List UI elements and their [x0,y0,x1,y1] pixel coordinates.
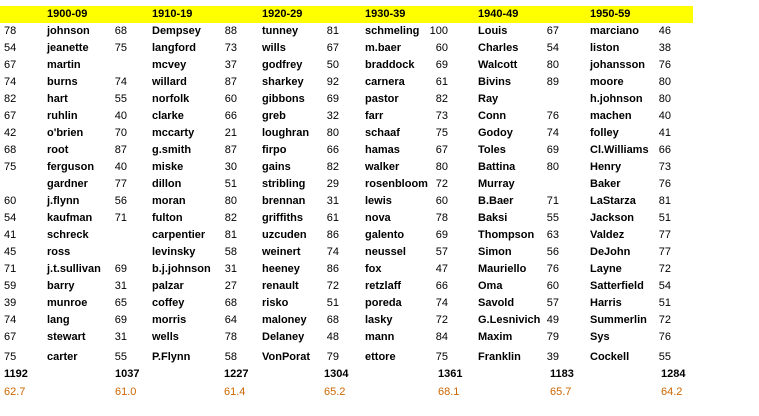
table-row [0,312,693,329]
fighter-name: nova [365,212,391,224]
fighter-score: 40 [658,110,671,122]
fighter-score: 27 [224,280,237,292]
fighter-name: Dempsey [152,25,201,37]
fighter-name: poreda [365,297,402,309]
fighter-score: 86 [326,229,339,241]
first-column-value: 78 [4,25,17,37]
fighter-name: Toles [478,144,506,156]
fighter-score: 92 [326,76,339,88]
fighter-score: 29 [326,178,339,190]
fighter-score: 66 [224,110,237,122]
fighter-name: Louis [478,25,508,37]
fighter-name: carpentier [152,229,206,241]
fighter-score: 80 [546,59,559,71]
fighter-score: 72 [326,280,339,292]
fighter-name: stribling [262,178,306,190]
fighter-name: munroe [47,297,88,309]
fighter-name: wells [152,331,179,343]
fighter-name: kaufman [47,212,93,224]
fighter-score: 73 [224,42,237,54]
fighter-name: Mauriello [478,263,527,275]
table-row [0,210,693,227]
fighter-name: Ray [478,93,499,105]
table-row [0,244,693,261]
fighter-name: ruhlin [47,110,78,122]
table-row [0,193,693,210]
fighter-name: walker [365,161,400,173]
fighter-name: Cl.Williams [590,144,649,156]
table-row [0,40,693,57]
fighter-score: 74 [326,246,339,258]
average-cell: 65.7 [550,386,572,398]
fighter-name: mann [365,331,395,343]
fighter-score: 69 [326,93,339,105]
fighter-score: 58 [224,351,237,363]
fighter-score: 70 [114,127,127,139]
fighter-score: 82 [326,161,339,173]
fighter-score: 38 [658,42,671,54]
fighter-name: machen [590,110,632,122]
fighter-name: b.j.johnson [152,263,211,275]
fighter-score: 51 [326,297,339,309]
fighter-name: miske [152,161,184,173]
fighter-score: 81 [326,25,339,37]
fighter-score: 81 [224,229,237,241]
fighter-score: 55 [658,351,671,363]
fighter-score: 69 [114,314,127,326]
fighter-score: 37 [224,59,237,71]
fighter-name: greb [262,110,286,122]
fighter-score: 71 [546,195,559,207]
fighter-score: 68 [326,314,339,326]
fighter-name: fox [365,263,382,275]
first-column-value: 59 [4,280,17,292]
fighter-score: 69 [435,59,448,71]
fighter-score: 64 [224,314,237,326]
fighter-score: 86 [326,263,339,275]
average-cell: 65.2 [324,386,346,398]
fighter-name: tunney [262,25,299,37]
fighter-score: 30 [224,161,237,173]
fighter-score: 31 [114,331,127,343]
fighter-score: 76 [546,110,559,122]
fighter-score: 69 [435,229,448,241]
fighter-score: 76 [546,263,559,275]
fighter-name: root [47,144,69,156]
fighter-score: 32 [326,110,339,122]
table-row [0,261,693,278]
fighter-name: risko [262,297,289,309]
first-column-value: 45 [4,246,17,258]
first-column-value: 39 [4,297,17,309]
fighter-score: 54 [658,280,671,292]
average-cell: 64.2 [661,386,683,398]
first-column-value: 82 [4,93,17,105]
fighter-score: 82 [435,93,448,105]
fighter-name: moore [590,76,624,88]
fighter-name: norfolk [152,93,190,105]
fighter-score: 68 [114,25,127,37]
fighter-score: 57 [435,246,448,258]
fighter-score: 40 [114,110,127,122]
fighter-score: 75 [114,42,127,54]
fighter-score: 66 [658,144,671,156]
fighter-name: heeney [262,263,300,275]
fighter-score: 60 [435,195,448,207]
table-row [0,57,693,74]
fighter-name: liston [590,42,620,54]
fighter-name: pastor [365,93,399,105]
first-column-value: 74 [4,314,17,326]
first-column-value: 67 [4,59,17,71]
fighter-name: schreck [47,229,89,241]
fighter-name: galento [365,229,405,241]
fighter-name: uzcuden [262,229,307,241]
fighter-name: stewart [47,331,86,343]
fighter-name: fulton [152,212,183,224]
fighter-name: schaaf [365,127,400,139]
fighter-score: 48 [326,331,339,343]
first-column-value: 75 [4,351,17,363]
fighter-score: 88 [224,25,237,37]
fighter-name: sharkey [262,76,304,88]
first-column-value: 75 [4,161,17,173]
fighter-name: DeJohn [590,246,631,258]
fighter-score: 66 [435,280,448,292]
table-row [0,278,693,295]
fighter-name: neussel [365,246,406,258]
first-column-value: 42 [4,127,17,139]
fighter-name: rosenbloom [365,178,428,190]
fighter-score: 67 [546,25,559,37]
fighter-name: godfrey [262,59,303,71]
first-column-value: 60 [4,195,17,207]
fighter-score: 84 [435,331,448,343]
fighter-score: 47 [435,263,448,275]
totals-row [0,366,693,383]
fighter-name: LaStarza [590,195,636,207]
fighter-name: gardner [47,178,88,190]
fighter-name: willard [152,76,187,88]
fighter-score: 72 [435,178,448,190]
table-row [0,349,693,366]
fighter-score: 78 [435,212,448,224]
fighter-name: langford [152,42,196,54]
table-row [0,295,693,312]
fighter-name: firpo [262,144,287,156]
total-cell: 1361 [438,368,463,380]
fighter-score: 76 [658,331,671,343]
fighter-score: 51 [658,212,671,224]
fighter-score: 79 [326,351,339,363]
fighter-name: j.flynn [47,195,80,207]
fighter-name: G.Lesnivich [478,314,541,326]
fighter-name: gibbons [262,93,305,105]
fighter-score: 77 [658,229,671,241]
fighter-score: 73 [435,110,448,122]
first-column-value: 71 [4,263,17,275]
fighter-name: Jackson [590,212,635,224]
total-cell: 1284 [661,368,686,380]
fighter-name: palzar [152,280,184,292]
fighter-name: VonPorat [262,351,311,363]
first-column-value: 67 [4,331,17,343]
fighter-score: 50 [326,59,339,71]
fighter-name: dillon [152,178,182,190]
fighter-score: 55 [546,212,559,224]
fighter-score: 55 [114,93,127,105]
fighter-score: 72 [435,314,448,326]
fighter-score: 80 [658,93,671,105]
fighter-score: 61 [435,76,448,88]
fighter-score: 72 [658,263,671,275]
fighter-score: 77 [658,246,671,258]
fighter-name: retzlaff [365,280,402,292]
fighter-name: Satterfield [590,280,644,292]
average-cell: 68.1 [438,386,460,398]
fighter-score: 56 [546,246,559,258]
fighter-score: 54 [546,42,559,54]
fighter-score: 31 [224,263,237,275]
fighter-score: 55 [114,351,127,363]
fighter-name: Cockell [590,351,630,363]
fighter-name: Godoy [478,127,513,139]
fighter-name: brennan [262,195,306,207]
fighter-name: Valdez [590,229,625,241]
fighter-score: 41 [658,127,671,139]
fighter-score: 76 [658,59,671,71]
header-1900-09: 1900-09 [47,8,88,20]
fighter-name: Charles [478,42,519,54]
fighter-name: johansson [590,59,646,71]
fighter-score: 67 [435,144,448,156]
fighter-score: 87 [224,76,237,88]
fighter-score: 79 [546,331,559,343]
fighter-score: 80 [435,161,448,173]
fighter-score: 46 [658,25,671,37]
fighter-name: carnera [365,76,405,88]
fighter-name: g.smith [152,144,192,156]
fighter-name: Summerlin [590,314,647,326]
fighter-name: lewis [365,195,392,207]
fighter-name: farr [365,110,384,122]
fighter-score: 49 [546,314,559,326]
fighter-name: ross [47,246,71,258]
fighter-name: braddock [365,59,415,71]
fighter-name: mccarty [152,127,195,139]
fighter-name: Simon [478,246,512,258]
fighter-score: 31 [326,195,339,207]
first-column-value: 68 [4,144,17,156]
total-cell: 1192 [4,368,28,380]
fighter-score: 60 [224,93,237,105]
fighter-name: moran [152,195,186,207]
first-column-value: 74 [4,76,17,88]
total-cell: 1227 [224,368,249,380]
fighter-name: wills [262,42,286,54]
table-row [0,176,693,193]
fighter-name: Thompson [478,229,535,241]
first-column-value: 41 [4,229,17,241]
fighter-score: 65 [114,297,127,309]
fighter-name: Conn [478,110,507,122]
fighter-score: 56 [114,195,127,207]
fighter-name: coffey [152,297,185,309]
fighter-score: 58 [224,246,237,258]
total-cell: 1037 [115,368,140,380]
fighter-name: Murray [478,178,515,190]
fighter-name: morris [152,314,187,326]
fighter-name: P.Flynn [152,351,191,363]
fighter-score: 57 [546,297,559,309]
fighter-name: ettore [365,351,396,363]
fighter-name: Franklin [478,351,521,363]
fighter-score: 73 [658,161,671,173]
table-row [0,108,693,125]
average-cell: 62.7 [4,386,26,398]
header-1920-29: 1920-29 [262,8,303,20]
decade-header-row [0,6,693,23]
fighter-score: 78 [224,331,237,343]
fighter-score: 60 [435,42,448,54]
fighter-score: 74 [114,76,127,88]
fighter-score: 67 [326,42,339,54]
fighter-name: loughran [262,127,310,139]
fighter-score: 69 [546,144,559,156]
table-row [0,125,693,142]
fighter-name: Bivins [478,76,512,88]
fighter-score: 21 [224,127,237,139]
fighter-score: 72 [658,314,671,326]
header-1930-39: 1930-39 [365,8,406,20]
fighter-score: 81 [658,195,671,207]
fighter-name: ferguson [47,161,95,173]
fighter-name: weinert [262,246,301,258]
fighter-name: Maxim [478,331,513,343]
first-column-value: 67 [4,110,17,122]
fighter-name: marciano [590,25,639,37]
fighter-name: mcvey [152,59,187,71]
fighter-name: jeanette [47,42,89,54]
fighter-score: 63 [546,229,559,241]
fighter-score: 82 [224,212,237,224]
average-cell: 61.4 [224,386,246,398]
table-row [0,159,693,176]
fighter-name: schmeling [365,25,420,37]
fighter-score: 74 [546,127,559,139]
fighter-score: 69 [114,263,127,275]
fighter-name: carter [47,351,78,363]
fighter-name: gains [262,161,291,173]
fighter-name: clarke [152,110,184,122]
fighter-score: 51 [224,178,237,190]
fighter-score: 76 [658,178,671,190]
fighter-name: burns [47,76,78,88]
fighter-name: Henry [590,161,622,173]
fighter-score: 71 [114,212,127,224]
fighter-score: 51 [658,297,671,309]
header-1950-59: 1950-59 [590,8,631,20]
fighter-score: 80 [326,127,339,139]
fighter-score: 75 [435,127,448,139]
fighter-score: 87 [114,144,127,156]
fighter-score: 89 [546,76,559,88]
fighter-name: Baker [590,178,621,190]
table-row [0,74,693,91]
fighter-name: levinsky [152,246,196,258]
table-row [0,227,693,244]
fighter-name: lang [47,314,70,326]
fighter-name: Sys [590,331,610,343]
fighter-name: hamas [365,144,400,156]
total-cell: 1183 [550,368,574,380]
fighter-name: hart [47,93,68,105]
fighter-score: 75 [435,351,448,363]
fighter-name: martin [47,59,81,71]
fighter-score: 77 [114,178,127,190]
fighter-score: 87 [224,144,237,156]
fighter-score: 61 [326,212,339,224]
first-column-value: 54 [4,212,17,224]
average-cell: 61.0 [115,386,137,398]
fighter-name: folley [590,127,619,139]
averages-row [0,384,693,401]
total-cell: 1304 [324,368,349,380]
fighter-name: Oma [478,280,503,292]
fighter-name: griffiths [262,212,303,224]
fighter-name: Battina [478,161,516,173]
fighter-name: Baksi [478,212,508,224]
fighter-name: lasky [365,314,393,326]
fighter-score: 31 [114,280,127,292]
fighter-name: Layne [590,263,622,275]
fighter-score: 60 [546,280,559,292]
fighter-score: 80 [658,76,671,88]
fighter-name: m.baer [365,42,402,54]
fighter-score: 66 [326,144,339,156]
fighter-score: 80 [224,195,237,207]
header-1940-49: 1940-49 [478,8,519,20]
fighter-score: 100 [429,25,448,37]
fighter-score: 68 [224,297,237,309]
fighter-name: Harris [590,297,622,309]
fighter-score: 80 [546,161,559,173]
fighter-name: barry [47,280,75,292]
fighter-score: 40 [114,161,127,173]
fighter-name: B.Baer [478,195,514,207]
fighter-score: 74 [435,297,448,309]
fighter-score: 39 [546,351,559,363]
table-row [0,23,693,40]
fighter-name: h.johnson [590,93,643,105]
first-column-value: 54 [4,42,17,54]
fighter-name: maloney [262,314,307,326]
fighter-name: Delaney [262,331,305,343]
header-1910-19: 1910-19 [152,8,193,20]
table-row [0,91,693,108]
fighter-name: j.t.sullivan [47,263,101,275]
fighter-name: Savold [478,297,515,309]
fighter-name: Walcott [478,59,518,71]
table-row [0,142,693,159]
fighter-name: renault [262,280,299,292]
fighter-name: o'brien [47,127,84,139]
fighter-name: johnson [47,25,90,37]
